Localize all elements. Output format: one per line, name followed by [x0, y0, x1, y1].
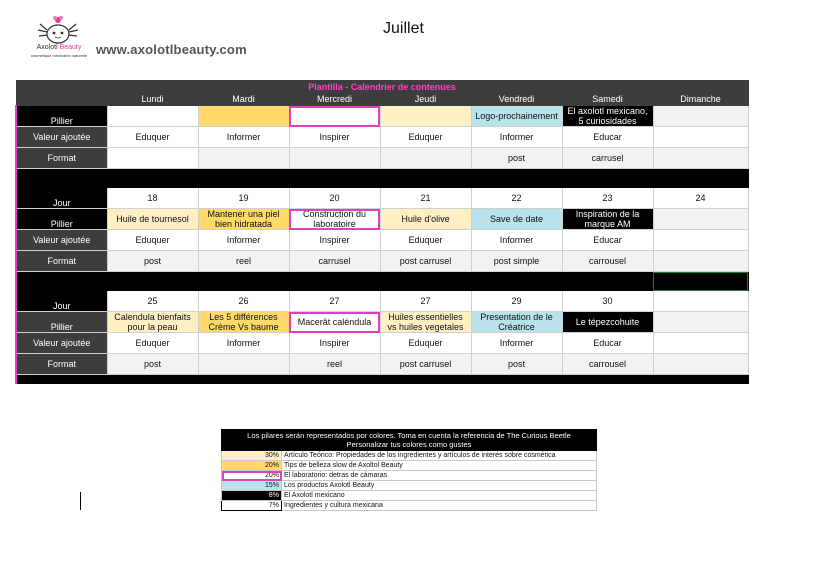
row-label-value: Valeur ajoutée	[16, 230, 107, 251]
format-cell[interactable]: post	[107, 354, 198, 375]
pillar-cell[interactable]: Logo-prochainement	[471, 106, 562, 127]
row-label-day: Jour	[16, 291, 107, 312]
value-cell[interactable]: Eduquer	[380, 333, 471, 354]
day-header: Jeudi	[380, 93, 471, 106]
day-number: 26	[198, 291, 289, 312]
format-cell[interactable]: post simple	[471, 251, 562, 272]
format-cell[interactable]: post	[107, 251, 198, 272]
value-cell[interactable]: Informer	[471, 127, 562, 148]
value-cell[interactable]: Eduquer	[107, 333, 198, 354]
row-label-pillar: Pillier	[16, 106, 107, 127]
value-cell[interactable]: Educar	[562, 230, 653, 251]
week-separator	[107, 169, 748, 188]
pillar-cell[interactable]: Save de date	[471, 209, 562, 230]
week-separator	[16, 375, 107, 384]
pillar-cell[interactable]	[653, 312, 748, 333]
format-cell[interactable]: post carrusel	[380, 251, 471, 272]
day-header: Dimanche	[653, 93, 748, 106]
value-cell[interactable]	[653, 230, 748, 251]
format-cell[interactable]: reel	[289, 354, 380, 375]
row-label-pillar: Pillier	[16, 209, 107, 230]
format-cell[interactable]	[653, 148, 748, 169]
pillar-legend	[221, 429, 597, 511]
day-number: 24	[653, 188, 748, 209]
row-label-pillar: Pillier	[16, 312, 107, 333]
value-cell[interactable]: Educar	[562, 333, 653, 354]
pillar-cell[interactable]	[653, 209, 748, 230]
value-cell[interactable]: Inspirer	[289, 127, 380, 148]
pillar-cell[interactable]: Macerât caléndula	[289, 312, 380, 333]
legend-label: Ingredientes y cultura mexicana	[282, 501, 597, 511]
value-cell[interactable]: Inspirer	[289, 230, 380, 251]
format-cell[interactable]	[653, 354, 748, 375]
legend-percent: 30%	[222, 451, 282, 461]
pillar-cell[interactable]: Construction du laboratoire	[289, 209, 380, 230]
pillar-cell[interactable]: El axolotl mexicano, 5 curiosidades	[562, 106, 653, 127]
value-cell[interactable]: Eduquer	[380, 230, 471, 251]
day-header: Vendredi	[471, 93, 562, 106]
month-title: Juillet	[383, 20, 424, 37]
format-cell[interactable]	[289, 148, 380, 169]
format-cell[interactable]	[653, 251, 748, 272]
value-cell[interactable]	[653, 333, 748, 354]
value-cell[interactable]: Informer	[198, 127, 289, 148]
value-cell[interactable]	[653, 127, 748, 148]
legend-percent: 7%	[222, 501, 282, 511]
pillar-cell[interactable]	[198, 106, 289, 127]
row-label-format: Format	[16, 354, 107, 375]
legend-label: Tips de belleza slow de Axoltol Beauty	[282, 461, 597, 471]
day-number: 20	[289, 188, 380, 209]
logo-tagline: cosmetique mexicaine naturelle	[30, 53, 88, 58]
pillar-cell[interactable]	[380, 106, 471, 127]
pillar-cell[interactable]: Le tépezcohuite	[562, 312, 653, 333]
logo-name: Axolotl	[36, 44, 58, 51]
text-cursor	[80, 492, 81, 510]
format-cell[interactable]: post	[471, 148, 562, 169]
format-cell[interactable]: carrusel	[562, 148, 653, 169]
week-separator	[107, 375, 748, 384]
format-cell[interactable]: carrousel	[562, 251, 653, 272]
value-cell[interactable]: Informer	[198, 333, 289, 354]
pillar-cell[interactable]: Mantener una piel bien hidratada	[198, 209, 289, 230]
value-cell[interactable]: Informer	[471, 230, 562, 251]
day-number: 27	[380, 291, 471, 312]
legend-percent: 8%	[222, 491, 282, 501]
row-label-day: Jour	[16, 188, 107, 209]
value-cell[interactable]: Informer	[471, 333, 562, 354]
legend-percent: 20%	[222, 461, 282, 471]
website-url[interactable]: www.axolotlbeauty.com	[96, 42, 247, 57]
legend-percent: 20%	[222, 471, 282, 481]
day-header: Lundi	[107, 93, 198, 106]
row-label-value: Valeur ajoutée	[16, 333, 107, 354]
pillar-cell[interactable]	[653, 106, 748, 127]
value-cell[interactable]: Educar	[562, 127, 653, 148]
day-number	[653, 291, 748, 312]
day-number: 27	[289, 291, 380, 312]
day-number: 21	[380, 188, 471, 209]
day-number: 30	[562, 291, 653, 312]
format-cell[interactable]	[107, 148, 198, 169]
calendar-title: Plantilla - Calendrier de contenues	[16, 81, 748, 93]
pillar-cell[interactable]: Huile de tournesol	[107, 209, 198, 230]
day-header: Mardi	[198, 93, 289, 106]
pillar-cell[interactable]: Calendula bienfaits pour la peau	[107, 312, 198, 333]
logo-wordmark	[28, 44, 90, 60]
day-number: 25	[107, 291, 198, 312]
legend-header-line1: Los pilares serán representados por colores. Toma en cuenta la referencia de The Curious Beetle	[247, 431, 571, 440]
day-number: 23	[562, 188, 653, 209]
value-cell[interactable]: Eduquer	[107, 230, 198, 251]
day-number: 29	[471, 291, 562, 312]
week-separator	[107, 272, 653, 291]
legend-header-line2: Personalizar tus colores como gustes	[346, 440, 472, 449]
format-cell[interactable]: reel	[198, 251, 289, 272]
pillar-cell[interactable]	[107, 106, 198, 127]
pillar-cell[interactable]: Huile d'olive	[380, 209, 471, 230]
value-cell[interactable]: Eduquer	[107, 127, 198, 148]
logo-name-accent: Beauty	[59, 44, 82, 51]
format-cell[interactable]: carrusel	[289, 251, 380, 272]
legend-label: El Axolotl mexicano	[282, 491, 597, 501]
week-separator	[16, 272, 107, 291]
row-label-format: Format	[16, 148, 107, 169]
day-number: 22	[471, 188, 562, 209]
legend-label: El laboratorio: detras de cámaras	[282, 471, 597, 481]
format-cell[interactable]: post carrusel	[380, 354, 471, 375]
value-cell[interactable]: Informer	[198, 230, 289, 251]
week-separator	[16, 169, 107, 188]
pillar-cell[interactable]	[289, 106, 380, 127]
legend-header	[222, 430, 597, 451]
content-calendar	[15, 80, 749, 384]
day-header: Samedi	[562, 93, 653, 106]
legend-label: Artículo Teórico: Propiedades de los ingredientes y artículos de interés sobre cosmética	[282, 451, 597, 461]
selected-cell[interactable]	[653, 272, 748, 291]
day-header: Mercredi	[289, 93, 380, 106]
format-cell[interactable]	[380, 148, 471, 169]
row-label-format: Format	[16, 251, 107, 272]
format-cell[interactable]	[198, 148, 289, 169]
day-number: 19	[198, 188, 289, 209]
format-cell[interactable]: post	[471, 354, 562, 375]
pillar-cell[interactable]: Presentation de le Créatrice	[471, 312, 562, 333]
day-number: 18	[107, 188, 198, 209]
pillar-cell[interactable]: Les 5 différences Crème Vs baume	[198, 312, 289, 333]
value-cell[interactable]: Eduquer	[380, 127, 471, 148]
row-label-value: Valeur ajoutée	[16, 127, 107, 148]
pillar-cell[interactable]: Huiles essentielles vs huiles vegetales	[380, 312, 471, 333]
corner-cell	[16, 93, 107, 106]
legend-label: Los productos Axolotl Beauty	[282, 481, 597, 491]
legend-percent: 15%	[222, 481, 282, 491]
pillar-cell[interactable]: Inspiration de la marque AM	[562, 209, 653, 230]
value-cell[interactable]: Inspirer	[289, 333, 380, 354]
format-cell[interactable]	[198, 354, 289, 375]
format-cell[interactable]: carrousel	[562, 354, 653, 375]
